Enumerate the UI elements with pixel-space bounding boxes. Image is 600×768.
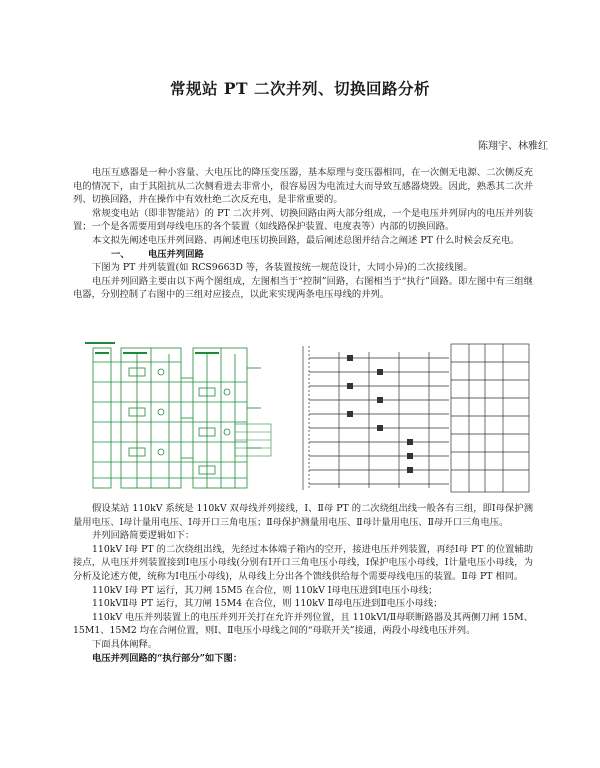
author-line: 陈翔宇、林雅红 <box>478 141 548 152</box>
intro-section <box>73 166 533 302</box>
logic-paragraph-4: 110kV 电压并列装置上的电压并列开关打在允许并列位置，且 110kVⅠ/Ⅱ母联断路器及其两侧刀闸 15M、15M1、15M2 均在合闸位置，则Ⅰ、Ⅱ电压小母线之间的“母联开关”接通，两段小母线电压并列。 <box>73 611 533 637</box>
section-title: 电压并列回路 <box>148 248 204 260</box>
explanation-line: 下面具体阐释。 <box>92 638 158 650</box>
intro-paragraph-1: 电压互感器是一种小容量、大电压比的降压变压器，基本原理与变压器相同，在一次侧无电源、二次侧反充电的情况下，由于其阻抗从二次侧看进去非常小，很容易因为电流过大而导致互感器烧毁。因此，熟悉其二次并列、切换回路，并在操作中有效杜绝二次反充电，是非常重要的。 <box>73 167 533 206</box>
logic-section <box>73 502 533 665</box>
logic-paragraph-2: 110kV Ⅰ母 PT 运行，其刀闸 15M5 在合位，则 110kV Ⅰ母电压进到Ⅰ电压小母线； <box>92 584 438 596</box>
logic-paragraph-3: 110kVⅡ母 PT 运行，其刀闸 15M4 在合位，则 110kV Ⅱ母电压进到Ⅱ电压小母线； <box>92 598 443 610</box>
logic-intro-line: 并列回路简要逻辑如下： <box>92 530 195 542</box>
control-circuit-diagram <box>81 338 277 496</box>
page-title: 常规站 PT 二次并列、切换回路分析 <box>170 79 430 98</box>
wiring-diagrams <box>73 338 533 498</box>
section1-paragraph-1: 下图为 PT 并列装置(如 RCS9663D 等，各装置按统一规范设计，大同小异)的二次接线图。 <box>92 262 473 274</box>
section-heading <box>73 248 533 262</box>
assumption-paragraph: 假设某站 110kV 系统是 110kV 双母线并列接线，Ⅰ、Ⅱ母 PT 的二次绕组出线一般各有三组，即Ⅰ母保护测量用电压、Ⅰ母计量用电压、Ⅰ母开口三角电压；Ⅱ母保护测量用电压、Ⅱ母计量用电压、Ⅱ母开口三角电压。 <box>73 503 533 528</box>
intro-paragraph-3: 本文拟先阐述电压并列回路、再阐述电压切换回路，最后阐述总图并结合之阐述 PT 什么时候会反充电。 <box>92 234 520 246</box>
execution-circuit-diagram <box>299 338 533 496</box>
logic-paragraph-1: 110kV Ⅰ母 PT 的二次绕组出线，先经过本体端子箱内的空开，接进电压并列装置，再经Ⅰ母 PT 的位置辅助接点，从电压并列装置接到Ⅰ电压小母线(分别有Ⅰ开口三角电压小母线，Ⅰ保护电压小母线，Ⅰ计量电压小母线，为分析及论述方便，统称为Ⅰ电压小母线)，从母线上分出各个馈线供给每个需要母线电压的装置。Ⅱ母 PT 相同。 <box>73 543 533 582</box>
section-number: 一、 <box>111 248 130 260</box>
execution-part-heading: 电压并列回路的“执行部分”如下图： <box>92 652 243 664</box>
intro-paragraph-2: 常规变电站（即非智能站）的 PT 二次并列、切换回路由两大部分组成，一个是电压并列屏内的电压并列装置；一个是各需要用到母线电压的各个装置（如线路保护装置、电度表等）内部的切换回路。 <box>73 207 533 233</box>
section1-paragraph-2: 电压并列回路主要由以下两个图组成，左图相当于“控制”回路，右图相当于“执行”回路。即左图中有三组继电器，分别控制了右图中的三组对应接点，以此来实现两条电压母线的并列。 <box>73 275 533 301</box>
